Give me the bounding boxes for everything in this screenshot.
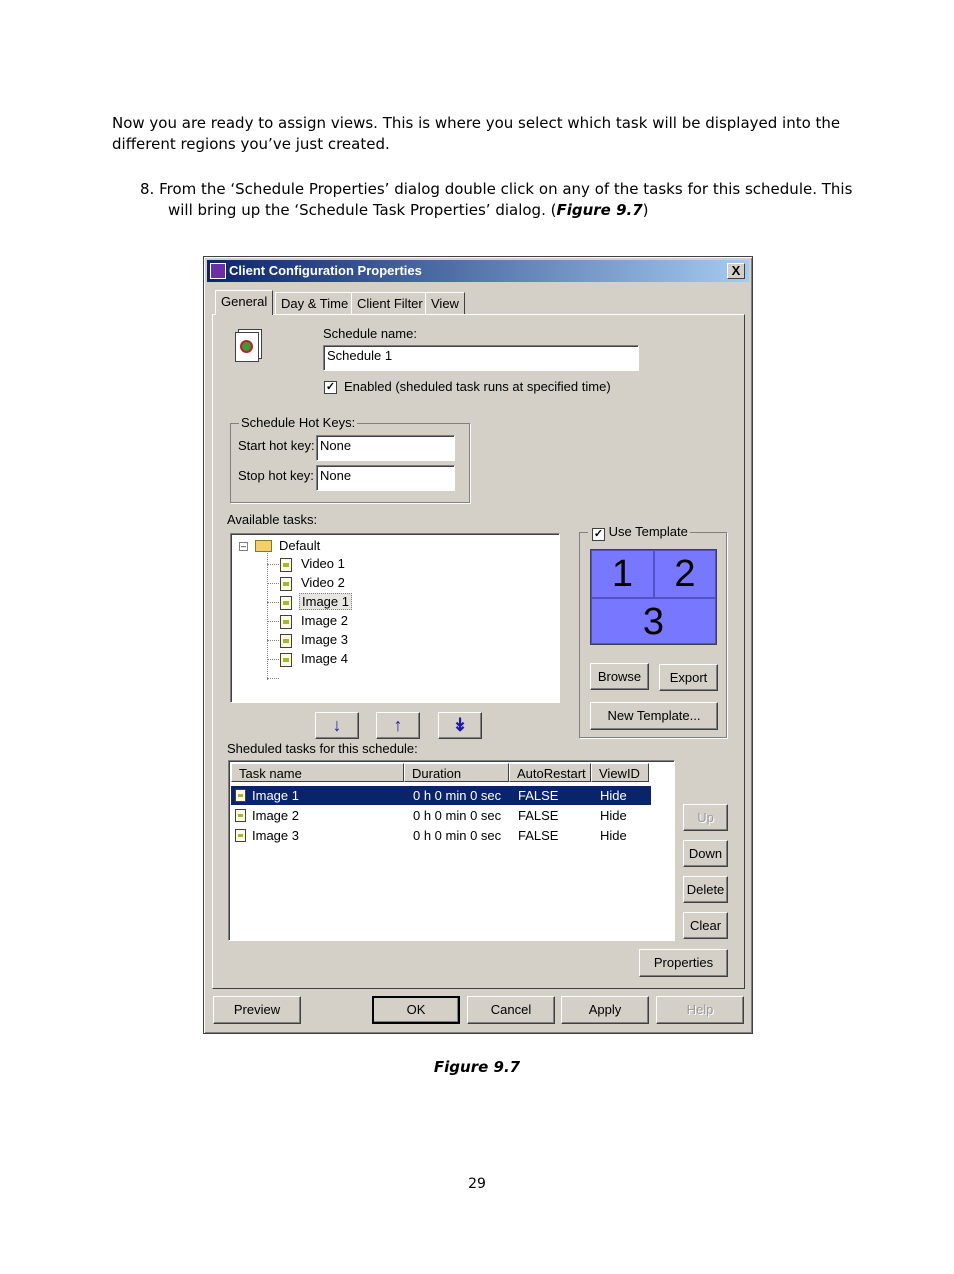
cell-task-name: Image 1 [252, 788, 299, 803]
stop-hotkey-input[interactable]: None [316, 465, 455, 491]
cancel-button[interactable]: Cancel [467, 996, 555, 1024]
template-region-3: 3 [591, 598, 716, 644]
collapse-icon[interactable]: – [240, 541, 246, 551]
arrow-down-icon: ↓ [332, 715, 342, 735]
cell-autorestart: FALSE [518, 788, 559, 803]
step-line-1: 8. From the ‘Schedule Properties’ dialog double click on any of the tasks for this schedule. This [140, 180, 853, 198]
apply-button[interactable]: Apply [561, 996, 649, 1024]
tree-item-video-2[interactable]: Video 2 [301, 575, 345, 590]
help-button[interactable]: Help [656, 996, 744, 1024]
cell-viewid: Hide [600, 828, 627, 843]
column-header-task-name[interactable]: Task name [231, 763, 404, 782]
cell-duration: 0 h 0 min 0 sec [413, 808, 502, 823]
intro-line-2: different regions you’ve just created. [112, 135, 390, 153]
enabled-checkbox[interactable]: ✓ [325, 381, 336, 393]
dialog-title: Client Configuration Properties [229, 263, 422, 278]
add-task-button[interactable] [315, 712, 359, 739]
scheduled-tasks-list[interactable] [228, 760, 675, 941]
tree-item-image-2[interactable]: Image 2 [301, 613, 348, 628]
intro-line-1: Now you are ready to assign views. This is where you select which task will be displayed into the [112, 114, 841, 132]
task-file-icon [280, 558, 292, 572]
client-configuration-dialog [203, 256, 753, 1034]
column-header-duration[interactable]: Duration [404, 763, 509, 782]
table-row[interactable] [231, 826, 651, 845]
table-row[interactable] [231, 786, 651, 805]
figure-caption: Figure 9.7 [433, 1058, 521, 1076]
hotkeys-group-label: Schedule Hot Keys: [241, 415, 356, 430]
use-template-checkbox[interactable]: ✓ [593, 528, 604, 540]
figure-reference: Figure 9.7 [556, 201, 643, 219]
template-region-1: 1 [591, 550, 654, 598]
export-button[interactable]: Export [659, 664, 718, 691]
app-icon [210, 263, 226, 279]
task-file-icon [235, 829, 246, 842]
page-number: 29 [468, 1176, 486, 1192]
task-file-icon [280, 596, 292, 610]
tree-item-image-4[interactable]: Image 4 [301, 651, 348, 666]
cell-viewid: Hide [600, 808, 627, 823]
down-button[interactable]: Down [683, 840, 728, 867]
scheduled-tasks-label: Sheduled tasks for this schedule: [227, 741, 418, 756]
properties-button[interactable]: Properties [639, 949, 728, 977]
step-line-2-suffix: ) [642, 201, 649, 219]
start-hotkey-label: Start hot key: [238, 438, 315, 453]
task-file-icon [280, 634, 292, 648]
double-arrow-down-icon: ↡ [452, 715, 468, 735]
dialog-titlebar [207, 260, 749, 282]
enabled-label: Enabled (sheduled task runs at specified time) [344, 379, 611, 394]
tree-root-default[interactable]: Default [279, 538, 321, 553]
remove-task-button[interactable] [376, 712, 420, 739]
task-file-icon [280, 577, 292, 591]
tab-view[interactable]: View [425, 292, 465, 314]
template-preview[interactable] [590, 549, 717, 645]
task-file-icon [235, 809, 246, 822]
cell-duration: 0 h 0 min 0 sec [413, 788, 502, 803]
table-row[interactable] [231, 806, 651, 825]
column-header-autorestart[interactable]: AutoRestart [509, 763, 591, 782]
available-tasks-tree[interactable] [230, 533, 560, 703]
tree-item-image-1[interactable]: Image 1 [299, 593, 352, 610]
task-file-icon [235, 789, 246, 802]
preview-button[interactable]: Preview [213, 996, 301, 1024]
new-template-button[interactable]: New Template... [590, 702, 718, 730]
ok-button[interactable]: OK [372, 996, 460, 1024]
tab-general[interactable]: General [215, 290, 273, 315]
tab-day-time[interactable]: Day & Time [275, 292, 354, 314]
cell-task-name: Image 2 [252, 808, 299, 823]
start-hotkey-input[interactable]: None [316, 435, 455, 461]
arrow-up-icon: ↑ [393, 715, 403, 735]
use-template-label: Use Template [608, 524, 688, 539]
clear-button[interactable]: Clear [683, 912, 728, 939]
cell-task-name: Image 3 [252, 828, 299, 843]
schedule-name-input[interactable]: Schedule 1 [323, 345, 639, 371]
delete-button[interactable]: Delete [683, 876, 728, 903]
cell-autorestart: FALSE [518, 808, 559, 823]
browse-button[interactable]: Browse [590, 663, 649, 690]
close-button[interactable]: X [727, 263, 745, 279]
cell-autorestart: FALSE [518, 828, 559, 843]
step-8-paragraph [140, 179, 852, 221]
use-template-header [588, 524, 690, 541]
step-line-2-prefix: will bring up the ‘Schedule Task Properties’ dialog. ( [168, 201, 557, 219]
tab-client-filter[interactable]: Client Filter [351, 292, 429, 314]
column-header-viewid[interactable]: ViewID [591, 763, 649, 782]
tree-item-video-1[interactable]: Video 1 [301, 556, 345, 571]
schedule-icon [232, 329, 264, 363]
task-file-icon [280, 615, 292, 629]
stop-hotkey-label: Stop hot key: [238, 468, 314, 483]
schedule-name-label: Schedule name: [323, 326, 417, 341]
intro-paragraph [112, 113, 840, 155]
cell-viewid: Hide [600, 788, 627, 803]
add-all-tasks-button[interactable] [438, 712, 482, 739]
up-button[interactable]: Up [683, 804, 728, 831]
cell-duration: 0 h 0 min 0 sec [413, 828, 502, 843]
step-line-2 [140, 200, 852, 221]
task-file-icon [280, 653, 292, 667]
folder-icon [255, 540, 272, 552]
available-tasks-label: Available tasks: [227, 512, 318, 527]
tree-item-image-3[interactable]: Image 3 [301, 632, 348, 647]
template-region-2: 2 [654, 550, 716, 598]
